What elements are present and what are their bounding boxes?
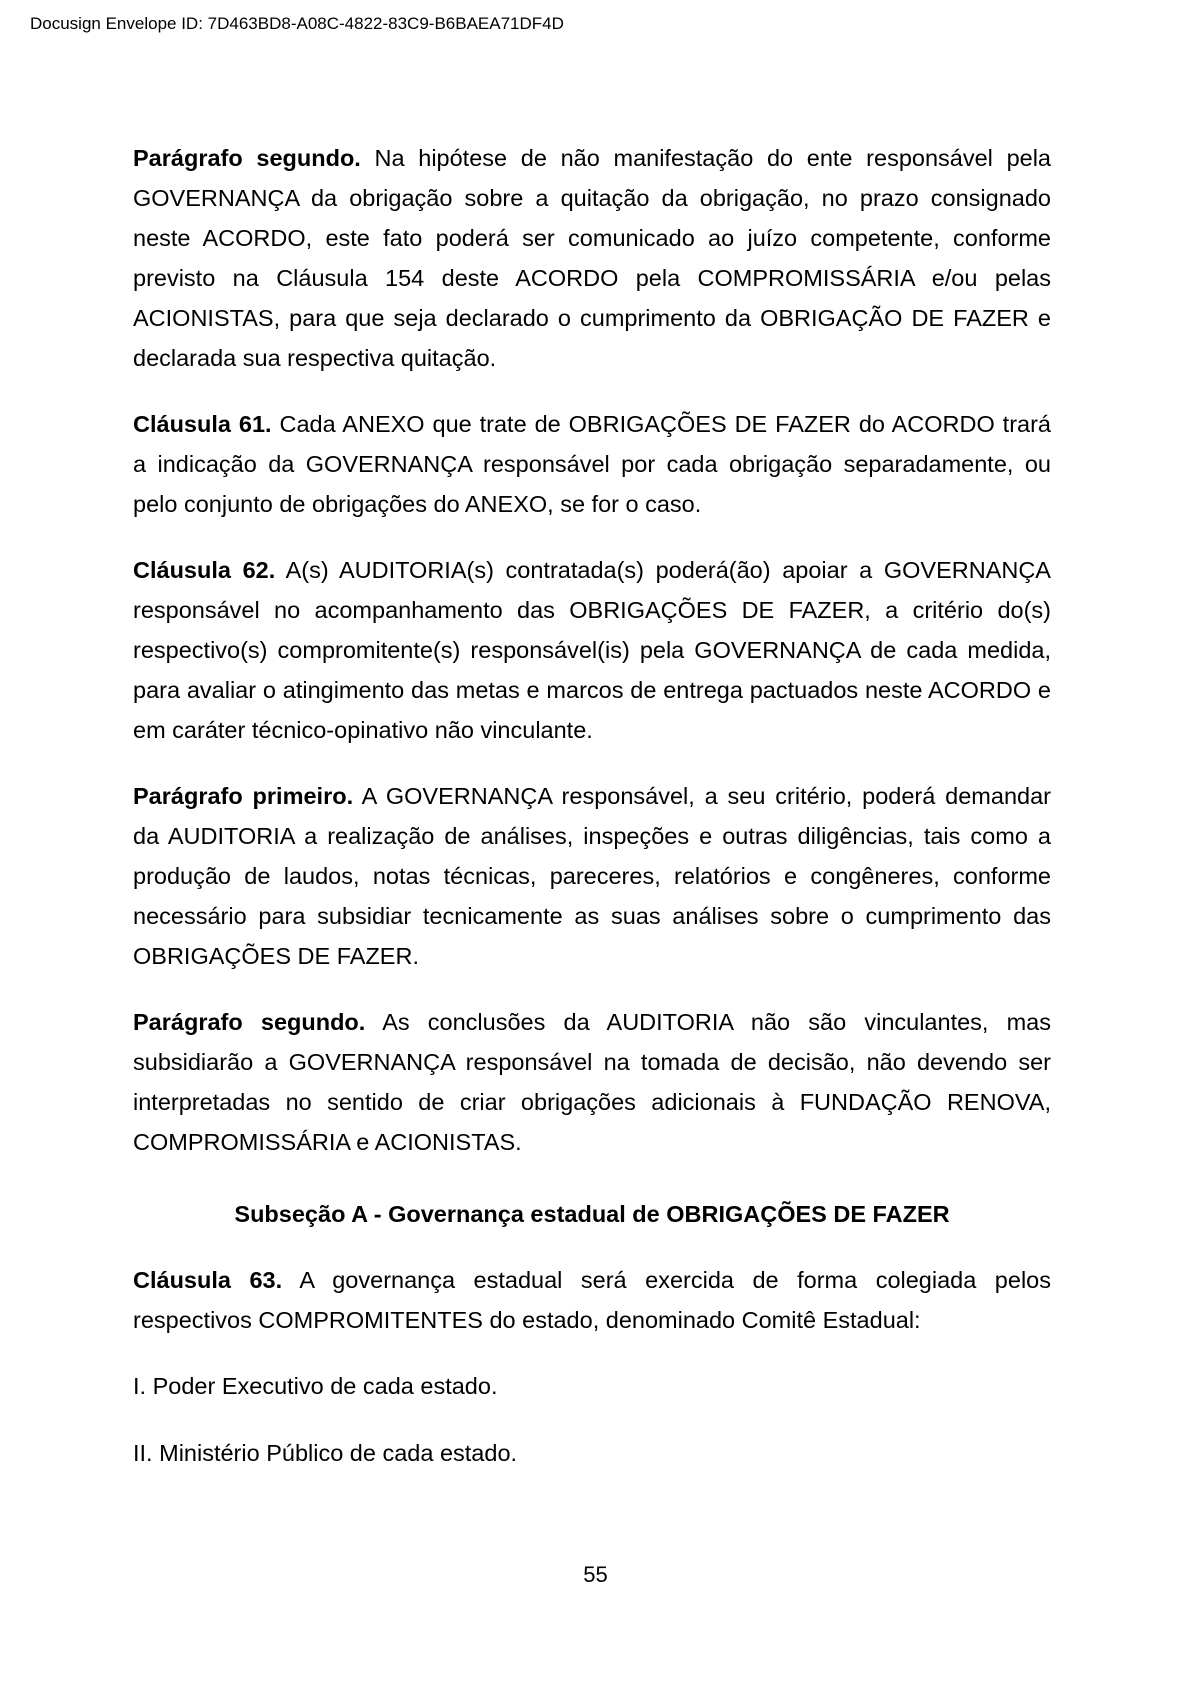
paragraph-text: As conclusões da AUDITORIA não são vinculantes, mas subsidiarão a GOVERNANÇA responsável na tomada de decisão, não devendo ser interpretadas no sentido de criar obrigações adicionais à FUNDAÇÃO RENOVA, COMPROMISSÁRIA e ACIONISTAS.	[133, 1009, 1052, 1155]
paragraph-lead: Parágrafo segundo.	[133, 145, 361, 171]
paragraph-text: Na hipótese de não manifestação do ente responsável pela GOVERNANÇA da obrigação sobre a quitação da obrigação, no prazo consignado neste ACORDO, este fato poderá ser comunicado ao juízo competente, conforme previsto na Cláusula 154 deste ACORDO pela COMPROMISSÁRIA e/ou pelas ACIONISTAS, para que seja declarado o cumprimento da OBRIGAÇÃO DE FAZER e declarada sua respectiva quitação.	[133, 145, 1052, 371]
subsection-a-heading: Subseção A - Governança estadual de OBRIGAÇÕES DE FAZER	[234, 1201, 950, 1227]
document-content	[133, 138, 1051, 1500]
paragraph-lead: Cláusula 62.	[133, 557, 276, 583]
paragraph-lead: Parágrafo segundo.	[133, 1009, 366, 1035]
paragraph-lead: Cláusula 61.	[133, 411, 272, 437]
list-item-roman-1: I. Poder Executivo de cada estado.	[133, 1373, 498, 1399]
docusign-envelope-id: Docusign Envelope ID: 7D463BD8-A08C-4822-83C9-B6BAEA71DF4D	[30, 14, 564, 33]
paragraph-paragrafo-segundo-2	[133, 1002, 1051, 1162]
list-item-roman-2: II. Ministério Público de cada estado.	[133, 1440, 518, 1466]
paragraph-text: A governança estadual será exercida de forma colegiada pelos respectivos COMPROMITENTES do estado, denominado Comitê Estadual:	[133, 1267, 1051, 1333]
paragraph-text: A GOVERNANÇA responsável, a seu critério, poderá demandar da AUDITORIA a realização de análises, inspeções e outras diligências, tais como a produção de laudos, notas técnicas, pareceres, relatórios e congêneres, conforme necessário para subsidiar tecnicamente as suas análises sobre o cumprimento das OBRIGAÇÕES DE FAZER.	[133, 783, 1051, 969]
paragraph-clausula-62	[133, 550, 1051, 750]
page-number: 55	[583, 1562, 608, 1587]
paragraph-lead: Parágrafo primeiro.	[133, 783, 354, 809]
paragraph-paragrafo-primeiro	[133, 776, 1051, 976]
paragraph-text: A(s) AUDITORIA(s) contratada(s) poderá(ão) apoiar a GOVERNANÇA responsável no acompanhamento das OBRIGAÇÕES DE FAZER, a critério do(s) respectivo(s) compromitente(s) responsável(is) pela GOVERNANÇA de cada medida, para avaliar o atingimento das metas e marcos de entrega pactuados neste ACORDO e em caráter técnico-opinativo não vinculante.	[133, 557, 1051, 743]
paragraph-lead: Cláusula 63.	[133, 1267, 283, 1293]
paragraph-paragrafo-segundo-1	[133, 138, 1051, 378]
paragraph-clausula-63	[133, 1260, 1051, 1340]
paragraph-clausula-61	[133, 404, 1051, 524]
paragraph-text: Cada ANEXO que trate de OBRIGAÇÕES DE FAZER do ACORDO trará a indicação da GOVERNANÇA responsável por cada obrigação separadamente, ou pelo conjunto de obrigações do ANEXO, se for o caso.	[133, 411, 1051, 517]
